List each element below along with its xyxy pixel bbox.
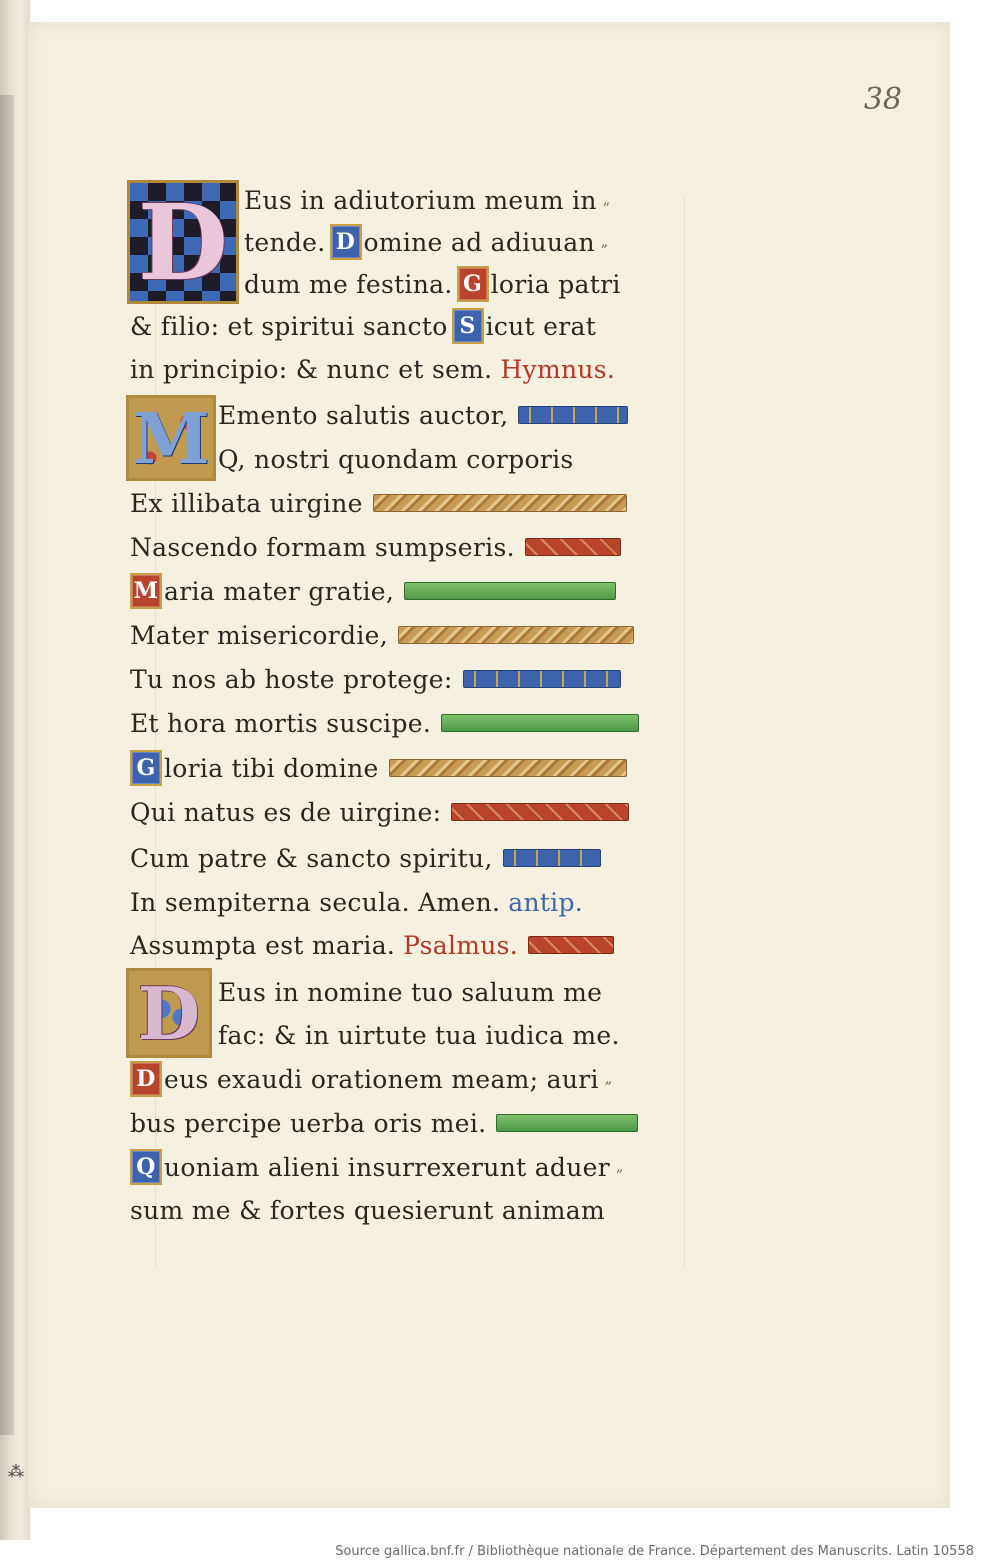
line-filler	[525, 538, 621, 556]
line-filler	[404, 582, 616, 600]
line-filler	[528, 936, 614, 954]
initial-letter: G	[457, 266, 489, 302]
line-filler	[518, 406, 628, 424]
rubric-hymnus: Hymnus.	[500, 354, 616, 384]
text-line: tende. D omine ad adiuuan „	[244, 222, 608, 262]
line-filler	[503, 849, 601, 867]
text-line: Qui natus es de uirgine:	[130, 792, 629, 832]
text-line: M aria mater gratie,	[130, 571, 616, 611]
text-line: Q, nostri quondam corporis	[218, 444, 574, 474]
text-line: In sempiterna secula. Amen. antip.	[130, 887, 584, 917]
illuminated-initial-d: D	[127, 180, 239, 304]
text-line: G loria tibi domine	[130, 748, 627, 788]
text-line: sum me & fortes quesierunt animam	[130, 1195, 605, 1225]
initial-letter: G	[130, 750, 162, 786]
text-line: Emento salutis auctor,	[218, 395, 628, 435]
rubric-antip: antip.	[508, 887, 584, 917]
text-line: Mater misericordie,	[130, 615, 634, 655]
text-line: D eus exaudi orationem meam; auri „	[130, 1059, 612, 1099]
rubric-psalmus: Psalmus.	[403, 930, 519, 960]
line-filler	[389, 759, 627, 777]
initial-letter: Q	[130, 1149, 162, 1185]
text-line: Eus in adiutorium meum in „	[244, 185, 611, 215]
folio-number: 38	[863, 82, 902, 117]
text-line: & filio: et spiritui sancto S icut erat	[130, 306, 596, 346]
text-line: Q uoniam alieni insurrexerunt aduer „	[130, 1147, 624, 1187]
text-line: Eus in nomine tuo saluum me	[218, 977, 603, 1007]
text-line: Assumpta est maria. Psalmus.	[130, 925, 614, 965]
illuminated-initial-m: M	[126, 395, 216, 481]
initial-letter: D	[330, 224, 362, 260]
initial-letter: M	[130, 573, 162, 609]
text-line: Nascendo formam sumpseris.	[130, 527, 621, 567]
line-filler	[496, 1114, 638, 1132]
binding-clasp-icon: ⁂	[8, 1462, 24, 1481]
line-filler	[451, 803, 629, 821]
illuminated-initial-d2: D	[126, 968, 212, 1058]
text-line: Tu nos ab hoste protege:	[130, 659, 621, 699]
line-filler	[463, 670, 621, 688]
text-line: Ex illibata uirgine	[130, 483, 627, 523]
line-filler	[373, 494, 627, 512]
source-credit: Source gallica.bnf.fr / Bibliothèque nationale de France. Département des Manuscrits. Latin 10558	[335, 1543, 974, 1559]
text-line: Cum patre & sancto spiritu,	[130, 838, 601, 878]
line-filler	[441, 714, 639, 732]
line-filler	[398, 626, 634, 644]
text-line: fac: & in uirtute tua iudica me.	[218, 1020, 620, 1050]
initial-letter: D	[130, 1061, 162, 1097]
initial-letter: S	[452, 308, 484, 344]
text-line: bus percipe uerba oris mei.	[130, 1103, 638, 1143]
source-footer	[0, 1536, 982, 1566]
text-line: Et hora mortis suscipe.	[130, 703, 639, 743]
text-line: dum me festina. G loria patri	[244, 264, 621, 304]
text-line: in principio: & nunc et sem. Hymnus.	[130, 354, 616, 384]
